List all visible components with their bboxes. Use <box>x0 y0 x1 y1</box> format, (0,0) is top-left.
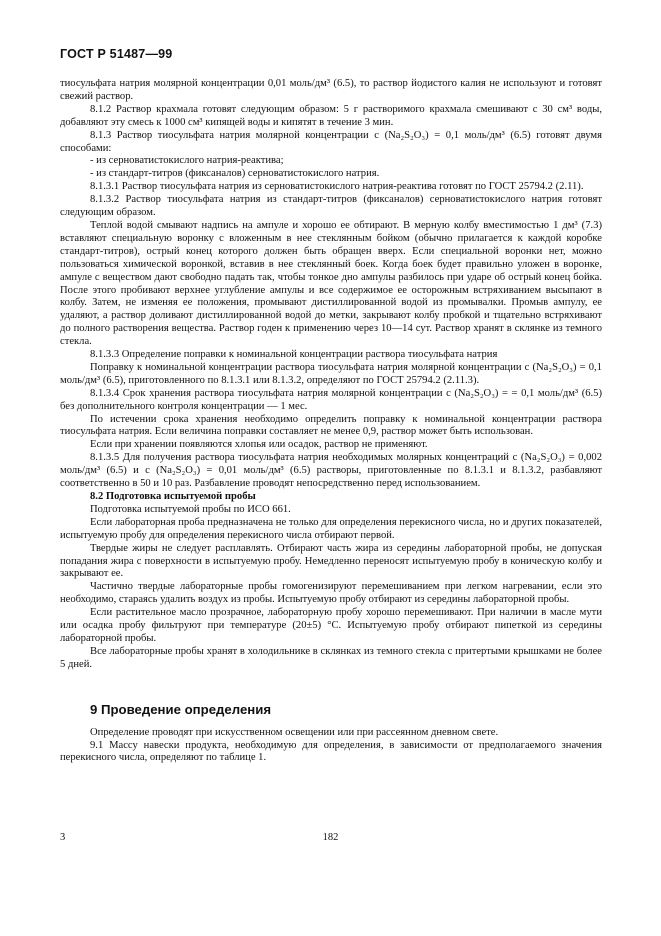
paragraph: 8.1.3.2 Раствор тиосульфата натрия из стандарт-титров (фиксаналов) серноватистокислого натрия готовят следующим образом. <box>60 194 602 219</box>
paragraph-list <box>60 78 602 672</box>
paragraph: 8.2 Подготовка испытуемой пробы <box>90 491 256 502</box>
paragraph: 8.1.3.3 Определение поправки к номинальной концентрации раствора тиосульфата натрия <box>90 349 498 361</box>
paragraph: 8.1.3 Раствор тиосульфата натрия молярной концентрации c (Na₂S₂O₃) = 0,1 моль/дм³ (6.5) готовят двумя способами: <box>60 129 602 154</box>
page-number-left: 3 <box>60 832 66 843</box>
paragraph: 8.1.3.5 Для получения раствора тиосульфата натрия необходимых молярных концентраций c (Na₂S₂O₃) = 0,002 моль/дм³ (6.5) и c (Na₂S₂O₃) = 0,01 моль/дм³ (6.5) растворы, приготовленные по 8.1.3.1 и 8.1.3.2, разбавляют соответственно в 50 и 10 раз. Разбавление проводят непосредственно перед использованием. <box>60 452 602 490</box>
document-body <box>60 78 602 765</box>
paragraph: Частично твердые лабораторные пробы гомогенизируют перемешиванием при легком нагревании, если это необходимо, стараясь удалить воздух из пробы. Испытуемую пробу отбирают из середины лабораторной пробы. <box>60 581 602 606</box>
paragraph: Подготовка испытуемой пробы по ИСО 661. <box>90 503 291 515</box>
paragraph: 8.1.3.4 Срок хранения раствора тиосульфата натрия молярной концентрации c (Na₂S₂O₃) = = 0,1 моль/дм³ (6.5) без дополнительного контроля концентрации — 1 мес. <box>60 387 602 412</box>
paragraph: Теплой водой смывают надпись на ампуле и хорошо ее обтирают. В мерную колбу вместимостью 1 дм³ (7.3) вставляют специальную воронку с вложенным в нее стеклянным бойком (обычно прилагается к каждой коробке стандарт-титров), острый конец которого должен быть обращен вверх. Если специальной воронки нет, можно пользоваться химической воронкой, вставив в нее стеклянный боек. Когда боек будет правильно уложен в воронке, ампуле с веществом дают свободно падать так, чтобы тонкое дно ампулы разбилось при ударе об острый конец бойка. После этого пробивают верхнее углубление ампулы и все содержимое ее осторожным встряхиванием высыпают в колбу. Затем, не изменяя ее положения, промывают дистиллированной водой из промывалки. Промыв ампулу, ее удаляют, а раствор доливают дистиллированной водой до метки, закрывают колбу пробкой и тщательно встряхивают до полного растворения вещества. Раствор годен к применению через 10—14 сут. Раствор хранят в склянке из темного стекла. <box>60 219 602 348</box>
paragraph: По истечении срока хранения необходимо определить поправку к номинальной концентрации раствора тиосульфата натрия. Если величина поправки составляет не менее 0,9, раствор может быть использован. <box>60 413 602 438</box>
paragraph: Поправку к номинальной концентрации раствора тиосульфата натрия молярной концентрации c (Na₂S₂O₃) = 0,1 моль/дм³ (6.5), приготовленного по 8.1.3.1 или 8.1.3.2, определяют по ГОСТ 25794.2 (2.11.3). <box>60 361 602 386</box>
paragraph: - из стандарт-титров (фиксаналов) серноватистокислого натрия. <box>90 168 380 180</box>
paragraph: Все лабораторные пробы хранят в холодильнике в склянках из темного стекла с притертыми крышками не более 5 дней. <box>60 645 602 670</box>
paragraph: 8.1.3.1 Раствор тиосульфата натрия из серноватистокислого натрия-реактива готовят по ГОСТ 25794.2 (2.11). <box>90 181 584 193</box>
paragraph: Если растительное масло прозрачное, лабораторную пробу хорошо перемешивают. При наличии в масле мути или осадка пробу фильтруют при температуре (20±5) °С. Испытуемую пробу отбирают пипеткой из середины лабораторной пробы. <box>60 607 602 644</box>
paragraph: Определение проводят при искусственном освещении или при рассеянном дневном свете. <box>90 726 499 738</box>
page-number-center: 182 <box>322 832 339 843</box>
document-header: ГОСТ Р 51487—99 <box>60 47 173 61</box>
paragraph: Если при хранении появляются хлопья или осадок, раствор не применяют. <box>90 439 428 451</box>
paragraph: 8.1.2 Раствор крахмала готовят следующим образом: 5 г растворимого крахмала смешивают с 30 см³ воды, добавляют эту смесь к 1000 см³ кипящей воды и кипятят в течение 3 мин. <box>60 103 602 128</box>
paragraph: тиосульфата натрия молярной концентрации 0,01 моль/дм³ (6.5), то раствор йодистого калия не используют и готовят свежий раствор. <box>60 78 602 102</box>
paragraph: Твердые жиры не следует расплавлять. Отбирают часть жира из середины лабораторной пробы, не допуская попадания жира с поверхности в испытуемую пробу. Немедленно переносят испытуемую пробу в коническую колбу и закрывают ее. <box>60 542 602 580</box>
section-heading: 9 Проведение определения <box>90 701 272 717</box>
paragraph: 9.1 Массу навески продукта, необходимую для определения, в зависимости от предполагаемого значения перекисного числа, определяют по таблице 1. <box>60 739 602 764</box>
section-paragraph-list <box>60 727 602 766</box>
paragraph: - из серноватистокислого натрия-реактива; <box>90 155 284 167</box>
paragraph: Если лабораторная проба предназначена не только для определения перекисного числа, но и других показателей, испытуемую пробу для определения перекисного числа отбирают первой. <box>60 516 602 541</box>
